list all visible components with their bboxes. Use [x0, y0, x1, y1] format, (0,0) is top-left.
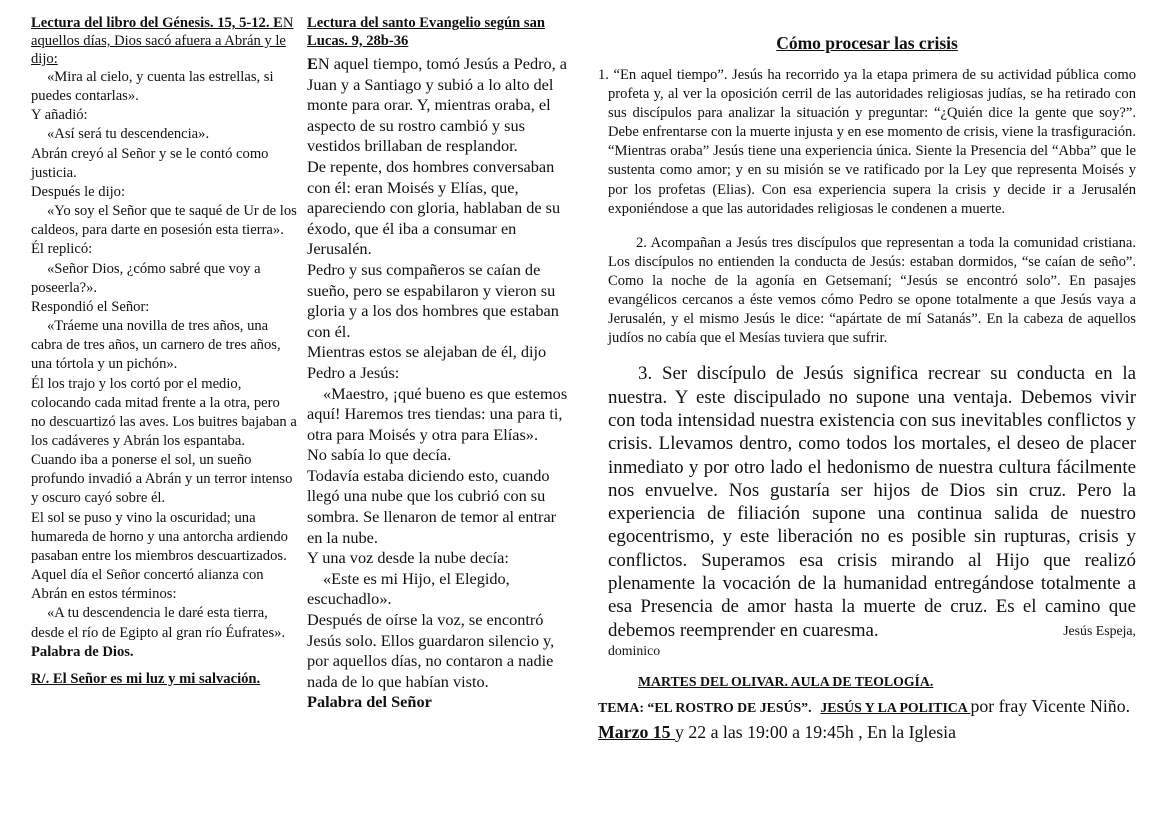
first-reading-closing: Palabra de Dios.: [31, 643, 134, 660]
commentary-author-order: dominico: [608, 642, 661, 658]
commentary-column: [598, 14, 1136, 745]
first-reading-last-quote: [31, 604, 297, 661]
first-reading-line: «Señor Dios, ¿cómo sabré que voy a poseerla?».: [31, 260, 261, 296]
gospel-column: [307, 14, 569, 713]
first-reading-heading-text: Lectura del libro del Génesis. 15, 5-12.: [31, 15, 270, 31]
announcement-tema-label: TEMA: “EL ROSTRO DE JESÚS”.: [598, 699, 812, 715]
psalm-response: R/. El Señor es mi luz y mi salvación.: [31, 670, 261, 687]
first-reading-line: Abrán creyó al Señor y se le contó como justicia.: [31, 145, 269, 181]
gospel-line: Después de oírse la voz, se encontró Jesús solo. Ellos guardaron silencio y, por aquellos días, no contaron a nadie nada de lo que habían visto.: [307, 610, 555, 691]
first-reading-line: Cuando iba a ponerse el sol, un sueño profundo invadió a Abrán y un terror intenso y oscuro cayó sobre él.: [31, 452, 293, 507]
commentary-paragraph-3: [598, 362, 1136, 642]
gospel-line: Y una voz desde la nube decía:: [307, 548, 509, 568]
first-reading-line: Y añadió:: [31, 107, 88, 124]
gospel-initial: E: [307, 54, 318, 73]
first-reading-initial: E: [273, 15, 283, 31]
announcement-by: por fray Vicente: [970, 695, 1086, 716]
announcement-tema-title: JESÚS Y LA POLITICA: [820, 699, 971, 715]
first-reading-line: N aquellos días, Dios sacó afuera a Abrán y le dijo:: [31, 15, 294, 67]
gospel-line: No sabía lo que decía.: [307, 445, 452, 465]
first-reading-last-quote-text: «A tu descendencia le daré esta tierra, desde el río de Egipto al gran río Éufrates».: [31, 605, 286, 641]
commentary-paragraph-3-text: 3. Ser discípulo de Jesús significa recrear su conducta en la nuestra. Y este discipulado no supone una ventaja. Debemos vivir con toda intensidad nuestra existencia con sus inevitables conflictos y crisis. Llevamos dentro, como todos los mortales, el deseo de placer inmediato y por otro lado el hedonismo de nuestra cultura fácilmente nos envuelve. Nos gustaría ser hijos de Dios sin cruz. Pero la experiencia de filiación supone una continua salida de nuestro egocentrismo, y este liberación no es posible sin rupturas, crisis y conflictos. Superamos esa crisis mirando al Hijo que realizó plenamente la vocación de la humanidad entregándose totalmente a esa Presencia de amor hasta la muerte de cruz. Es el camino que debemos reemprender en cuaresma.: [608, 363, 1136, 641]
first-reading-line: «Yo soy el Señor que te saqué de Ur de los caldeos, para darte en posesión esta tierra».: [31, 203, 297, 239]
first-reading-column: [31, 14, 297, 689]
gospel-closing: Palabra del Señor: [307, 692, 432, 712]
gospel-line: Mientras estos se alejaban de él, dijo Pedro a Jesús:: [307, 342, 547, 382]
commentary-paragraph-1: 1. “En aquel tiempo”. Jesús ha recorrido ya la etapa primera de su actividad pública como profeta y, al ver la oposición cerril de las autoridades religiosas judías, se ha retirado con sus discípulos para analizar la situación y preguntar: “¿Quién dice la gente que soy?”. Debe enfrentarse con la muerte injusta y en ese momento de crisis, viene la trasfiguración. “Mientras oraba” Jesús tiene una experiencia única. Siente la Presencia del “Abba” que le sustenta como amor; y en su misión se ve ratificado por la Ley que representa Moisés y por los profetas (Elias). Con esa experiencia supera la crisis y decide ir a Jerusalén exponiéndose a que las autoridades religiosas le condenen a muerte.: [598, 67, 1136, 217]
first-reading-line: Respondió el Señor:: [31, 298, 150, 315]
first-reading-line: Él replicó:: [31, 241, 93, 258]
announcement-name-end: Niño.: [1090, 695, 1131, 716]
first-reading-line: Aquel día el Señor concertó alianza con Abrán en estos términos:: [31, 567, 264, 603]
first-reading-line: Después le dijo:: [31, 183, 126, 200]
announcement-date: Marzo 15: [598, 722, 676, 743]
first-reading-heading: [31, 14, 297, 68]
gospel-first-line: [307, 54, 569, 157]
gospel-line: N aquel tiempo, tomó Jesús a Pedro, a Juan y a Santiago y subió a lo alto del monte para orar. Y, mientras oraba, el aspecto de su rostro cambió y sus vestidos brillaban de resplandor.: [307, 54, 568, 156]
commentary-author: Jesús Espeja,: [1063, 622, 1136, 638]
announcement-details: [598, 694, 1136, 745]
first-reading-line: Él los trajo y los cortó por el medio, colocando cada mitad frente a la otra, pero no descuartizó las aves. Los buitres bajaban a los cadáveres y Abrán los espantaba.: [31, 375, 297, 449]
gospel-body: [307, 157, 569, 692]
first-reading-line: «Mira al cielo, y cuenta las estrellas, si puedes contarlas».: [31, 69, 274, 105]
announcement-date-rest: y 22 a las 19:00 a 19:45h , En la Iglesia: [675, 722, 957, 743]
gospel-line: Todavía estaba diciendo esto, cuando llegó una nube que los cubrió con su sombra. Se llenaron de temor al entrar en la nube.: [307, 465, 557, 547]
first-reading-line: «Así será tu descendencia».: [47, 126, 210, 143]
gospel-line: «Este es mi Hijo, el Elegido, escuchadlo».: [307, 568, 510, 609]
first-reading-line: El sol se puso y vino la oscuridad; una humareda de horno y una antorcha ardiendo pasaban entre los miembros descuartizados.: [31, 509, 288, 564]
announcement-heading: MARTES DEL OLIVAR. AULA DE TEOLOGÍA.: [638, 673, 934, 689]
gospel-heading: Lectura del santo Evangelio según san Lucas. 9, 28b-36: [307, 15, 545, 49]
gospel-line: «Maestro, ¡qué bueno es que estemos aquí! Haremos tres tiendas: una para ti, otra para Moisés y otra para Elías».: [307, 383, 568, 444]
commentary-paragraph-2: 2. Acompañan a Jesús tres discípulos que representan a toda la comunidad cristiana. Los discípulos no entienden la conducta de Jesús: estaban dormidos, “se caían de seño”. Como la noche de la agonía en Getsemaní; “Jesús se encontró solo”. En pasajes evangélicos cercanos a éste vemos cómo Pedro se opone totalmente a que Jesús vaya a Jerusalén, y el mismo Jesús le dice: “apártate de mí Satanás”. En la cabeza de aquellos judíos no cabía que el Mesías tuviera que sufrir.: [608, 234, 1136, 347]
gospel-line: De repente, dos hombres conversaban con él: eran Moisés y Elías, que, apareciendo con gloria, hablaban de su éxodo, que él iba a consumar en Jerusalén.: [307, 156, 561, 259]
commentary-title: Cómo procesar las crisis: [776, 33, 958, 53]
first-reading-line: «Tráeme una novilla de tres años, una cabra de tres años, un carnero de tres años, una tórtola y un pichón».: [31, 318, 281, 373]
gospel-line: Pedro y sus compañeros se caían de sueño, pero se espabilaron y vieron su gloria y a los dos hombres que estaban con él.: [307, 259, 559, 341]
first-reading-body: [31, 68, 297, 604]
